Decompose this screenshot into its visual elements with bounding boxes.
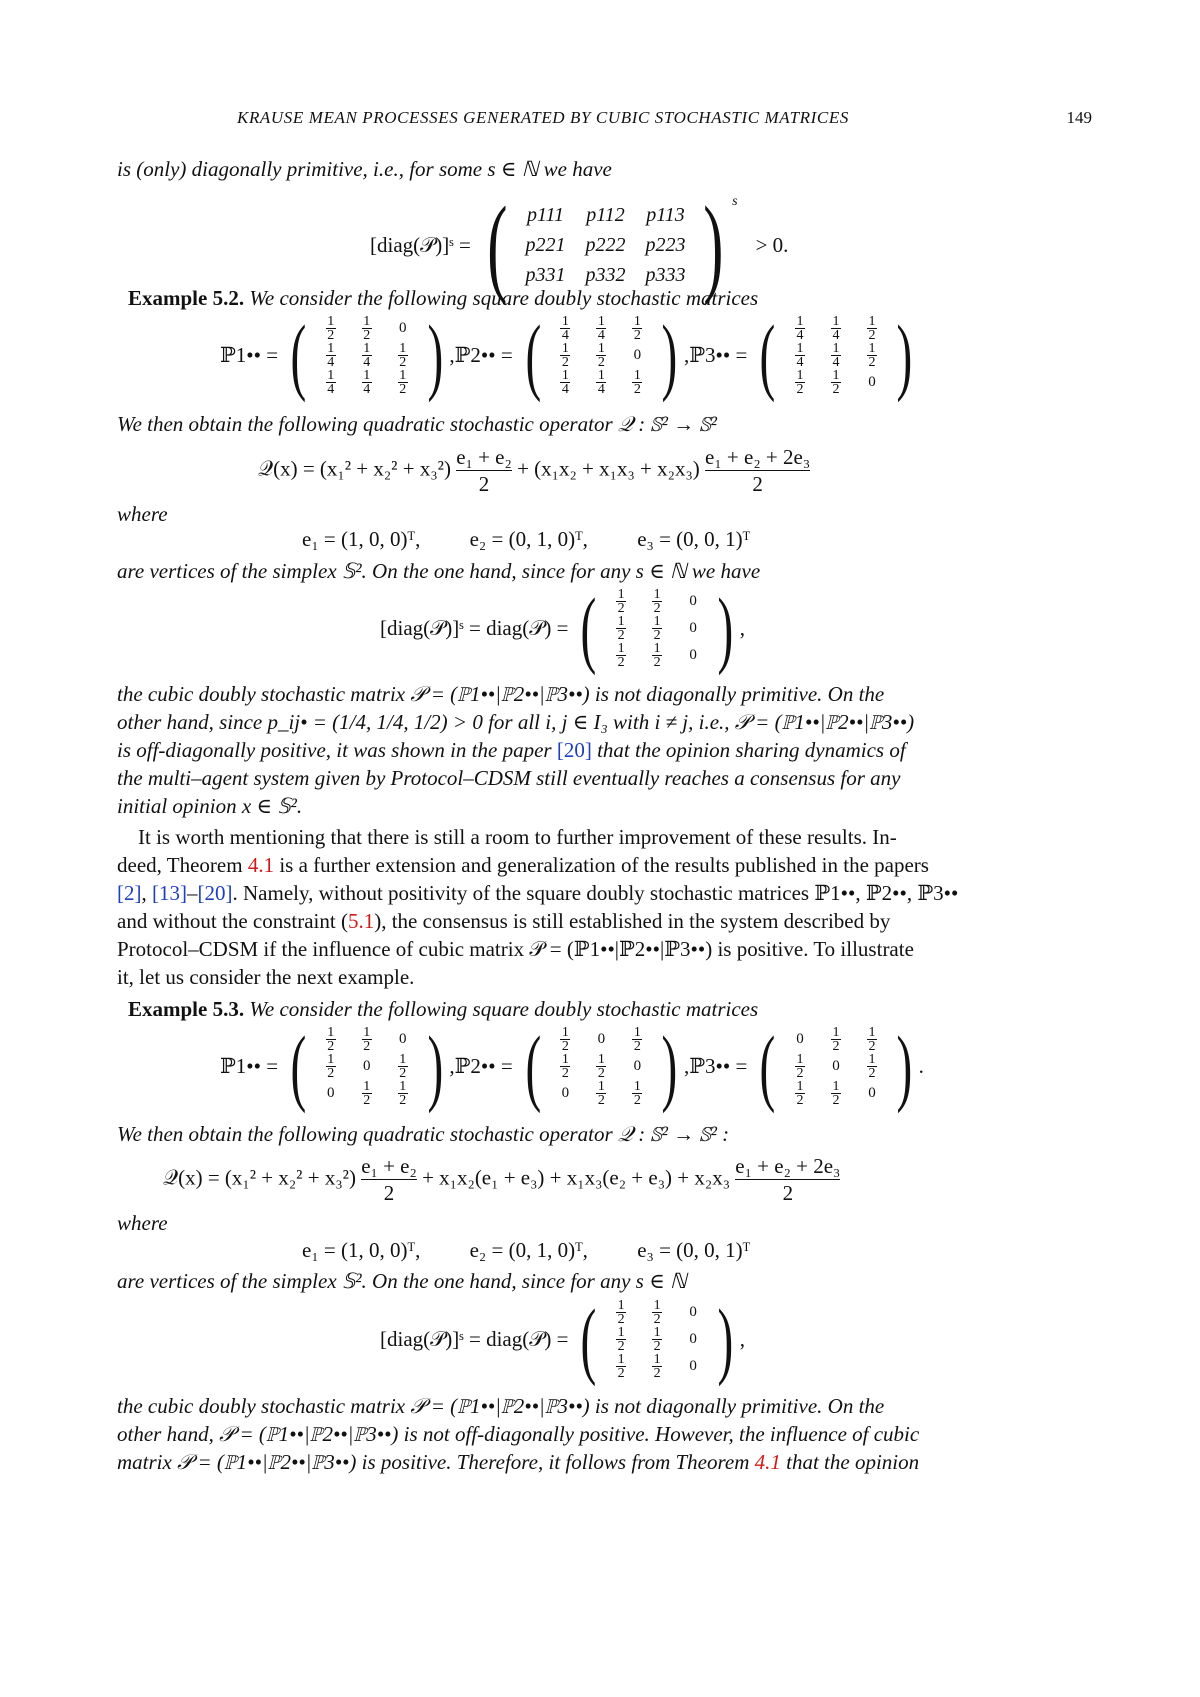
matrix-entry: 0 xyxy=(689,1330,697,1347)
matrix-entry: $\frac{1}{2}$ xyxy=(617,1297,625,1327)
example-text: We consider the following square doubly stochastic matrices xyxy=(249,286,759,310)
matrix-label: ℙ2•• = xyxy=(454,1053,513,1078)
matrix-entry: $\frac{1}{2}$ xyxy=(653,586,661,616)
matrix-entry: p333 xyxy=(645,263,686,286)
square-matrix: ℙ2•• = ( $\frac{1}{2}$ 0 $\frac{1}{2}$ $\frac{1}{2}$ $\frac{1}{2}$ 0 0 $\frac{1}{2}$ $\frac{1}{2}$ ) , xyxy=(454,1018,690,1114)
q-fraction-1: $\frac{\text{e₁ + e₂}}{2}$ xyxy=(361,1154,417,1205)
matrix-entry: 0 xyxy=(561,1084,570,1101)
matrix-entry: p112 xyxy=(586,203,625,226)
paragraph-line: it, let us consider the next example. xyxy=(117,965,415,989)
theorem-link[interactable]: 4.1 xyxy=(247,853,275,877)
matrix-entry: $\frac{1}{2}$ xyxy=(399,340,407,370)
q-term-1: 𝒬(x) = (x₁² + x₂² + x₃²) xyxy=(258,456,451,481)
matrix-entry: $\frac{1}{4}$ xyxy=(832,340,840,370)
matrix-entry: $\frac{1}{2}$ xyxy=(617,1324,625,1354)
example-5-3-matrices xyxy=(220,1018,924,1114)
matrix-entry: $\frac{1}{4}$ xyxy=(363,340,371,370)
matrix-entry: $\frac{1}{2}$ xyxy=(796,367,804,397)
eq-lhs: [diag(𝒫)]ˢ = xyxy=(370,232,471,257)
matrix-label: ℙ3•• = xyxy=(689,342,748,367)
matrix-entry: $\frac{1}{4}$ xyxy=(796,340,804,370)
matrix-entry: $\frac{1}{2}$ xyxy=(653,640,661,670)
diag-matrix xyxy=(603,588,711,669)
matrix-entry: $\frac{1}{2}$ xyxy=(796,1051,804,1081)
matrix-entry: $\frac{1}{2}$ xyxy=(617,586,625,616)
theorem-link[interactable]: 4.1 xyxy=(754,1450,781,1474)
q-term-1: 𝒬(x) = (x₁² + x₂² + x₃²) xyxy=(163,1165,356,1190)
matrix-entry: 0 xyxy=(633,346,642,363)
operator-equation xyxy=(258,444,810,497)
matrix-entry: $\frac{1}{4}$ xyxy=(327,340,335,370)
matrix-entry: $\frac{1}{4}$ xyxy=(363,367,371,397)
matrix-entry: $\frac{1}{2}$ xyxy=(653,613,661,643)
matrix-entry: $\frac{1}{2}$ xyxy=(597,1051,605,1081)
square-matrix: ℙ1•• = ( $\frac{1}{2}$ $\frac{1}{2}$ 0 $\frac{1}{4}$ $\frac{1}{4}$ $\frac{1}{2}$ $\frac{1}{4}$ $\frac{1}{4}$ $\frac{1}{2}$ ) , xyxy=(220,307,455,403)
matrix-entry: $\frac{1}{2}$ xyxy=(868,1051,876,1081)
matrix-label: ℙ3•• = xyxy=(689,1053,748,1078)
basis-e1: e₁ = (1, 0, 0)ᵀ, xyxy=(302,527,421,551)
matrix-entry: $\frac{1}{2}$ xyxy=(868,340,876,370)
basis-e1: e₁ = (1, 0, 0)ᵀ, xyxy=(302,1238,421,1262)
matrix-entry: p222 xyxy=(585,233,626,256)
matrix-entry: $\frac{1}{2}$ xyxy=(633,1024,641,1054)
q-term-2: + (x₁x₂ + x₁x₃ + x₂x₃) xyxy=(517,456,700,481)
matrix-entry: $\frac{1}{2}$ xyxy=(832,367,840,397)
matrix-label: ℙ1•• = xyxy=(220,342,279,367)
matrix-entry: $\frac{1}{2}$ xyxy=(363,1024,371,1054)
diag-matrix xyxy=(603,1299,711,1380)
conclusion-line: the cubic doubly stochastic matrix 𝒫 = (ℙ1••|ℙ2••|ℙ3••) is not diagonally primitive. On the xyxy=(117,682,885,706)
matrix-entry: $\frac{1}{2}$ xyxy=(653,1324,661,1354)
diag-equation: [diag(𝒫)]ˢ = diag(𝒫) = ( $\frac{1}{2}$ $\frac{1}{2}$ 0 $\frac{1}{2}$ $\frac{1}{2}$ 0 $\frac{1}{2}$ $\frac{1}{2}$ 0 ) , xyxy=(380,1291,745,1387)
matrix-entry: $\frac{1}{2}$ xyxy=(363,1078,371,1108)
running-title: KRAUSE MEAN PROCESSES GENERATED BY CUBIC STOCHASTIC MATRICES xyxy=(237,108,849,127)
matrix-entry: p113 xyxy=(646,203,685,226)
matrix-entry: $\frac{1}{2}$ xyxy=(597,340,605,370)
square-matrix: ℙ3•• = ( 0 $\frac{1}{2}$ $\frac{1}{2}$ $\frac{1}{2}$ 0 $\frac{1}{2}$ $\frac{1}{2}$ $\frac{1}{2}$ 0 ) . xyxy=(689,1018,924,1114)
citation-link[interactable]: [2] xyxy=(117,881,142,905)
matrix-entry: $\frac{1}{2}$ xyxy=(561,1051,569,1081)
paragraph-line: Protocol–CDSM if the influence of cubic matrix 𝒫 = (ℙ1••|ℙ2••|ℙ3••) is positive. To illustrate xyxy=(117,937,914,961)
matrix-entry: $\frac{1}{2}$ xyxy=(653,1297,661,1327)
matrix-p-diag xyxy=(515,200,695,290)
eq-exponent: s xyxy=(732,194,738,209)
matrix-entry: $\frac{1}{4}$ xyxy=(561,313,569,343)
vertices-text: are vertices of the simplex 𝕊². On the one hand, since for any s ∈ ℕ we have xyxy=(117,559,761,583)
matrix-entry: $\frac{1}{4}$ xyxy=(597,367,605,397)
diag-equation: [diag(𝒫)]ˢ = diag(𝒫) = ( $\frac{1}{2}$ $\frac{1}{2}$ 0 $\frac{1}{2}$ $\frac{1}{2}$ 0 $\frac{1}{2}$ $\frac{1}{2}$ 0 ) , xyxy=(380,580,745,676)
citation-link[interactable]: [20] xyxy=(556,738,592,762)
square-matrix: ℙ1•• = ( $\frac{1}{2}$ $\frac{1}{2}$ 0 $\frac{1}{2}$ 0 $\frac{1}{2}$ 0 $\frac{1}{2}$ $\frac{1}{2}$ ) , xyxy=(220,1018,455,1114)
matrix-label: ℙ1•• = xyxy=(220,1053,279,1078)
conclusion-line: other hand, since p_ij• = (1/4, 1/4, 1/2) > 0 for all i, j ∈ I₃ with i ≠ j, i.e., 𝒫 = (ℙ1••|ℙ2••|ℙ3••) xyxy=(117,710,915,734)
matrix-entry: $\frac{1}{2}$ xyxy=(597,1078,605,1108)
matrix-entry: $\frac{1}{2}$ xyxy=(561,340,569,370)
where-label: where xyxy=(117,1211,168,1235)
matrix-entry: 0 xyxy=(796,1030,804,1047)
running-header xyxy=(117,108,1092,138)
matrix-entry: 0 xyxy=(689,1357,697,1374)
square-matrix: ℙ3•• = ( $\frac{1}{4}$ $\frac{1}{4}$ $\frac{1}{2}$ $\frac{1}{4}$ $\frac{1}{4}$ $\frac{1}{2}$ $\frac{1}{2}$ $\frac{1}{2}$ 0 ) xyxy=(689,307,913,403)
matrix-entry: $\frac{1}{2}$ xyxy=(832,1024,840,1054)
matrix-entry: $\frac{1}{2}$ xyxy=(617,613,625,643)
matrix-entry: $\frac{1}{2}$ xyxy=(363,313,371,343)
matrix-entry: $\frac{1}{2}$ xyxy=(868,1024,876,1054)
q-fraction-1: $\frac{\text{e₁ + e₂}}{2}$ xyxy=(456,445,512,496)
matrix-entry: p223 xyxy=(645,233,686,256)
matrix-entry: 0 xyxy=(689,1303,697,1320)
example-5-3-conclusion xyxy=(117,1392,1092,1476)
q-fraction-2: $\frac{\text{e₁ + e₂ + 2e₃}}{2}$ xyxy=(735,1154,841,1205)
matrix-entry: 0 xyxy=(689,646,697,663)
matrix-entry: $\frac{1}{2}$ xyxy=(653,1351,661,1381)
matrix-entry: $\frac{1}{2}$ xyxy=(617,1351,625,1381)
matrix-entry: $\frac{1}{2}$ xyxy=(399,1078,407,1108)
paragraph-line: and without the constraint (5.1), the consensus is still established in the system described by xyxy=(117,909,891,933)
example-5-2-heading xyxy=(128,284,1103,312)
matrix-entry: p221 xyxy=(525,233,566,256)
matrix-entry: p332 xyxy=(585,263,626,286)
matrix-entry: $\frac{1}{2}$ xyxy=(561,1024,569,1054)
matrix-entry: 0 xyxy=(832,1057,840,1074)
matrix-entry: 0 xyxy=(597,1030,606,1047)
matrix-entry: p331 xyxy=(525,263,566,286)
conclusion-line: other hand, 𝒫 = (ℙ1••|ℙ2••|ℙ3••) is not off-diagonally positive. However, the influence of cubic xyxy=(117,1422,920,1446)
matrix-entry: 0 xyxy=(689,592,697,609)
q-term-2: + x₁x₂(e₁ + e₃) + x₁x₃(e₂ + e₃) + x₂x₃ xyxy=(422,1165,731,1190)
matrix-entry: 0 xyxy=(362,1057,371,1074)
basis-e2: e₂ = (0, 1, 0)ᵀ, xyxy=(469,527,588,551)
eq-rhs: > 0. xyxy=(755,232,789,257)
matrix-entry: 0 xyxy=(633,1057,642,1074)
example-5-3-heading xyxy=(128,995,1103,1023)
basis-vectors xyxy=(302,527,750,552)
paragraph-line: [2], [13]–[20]. Namely, without positivity of the square doubly stochastic matrices ℙ1••, ℙ2••, ℙ3•• xyxy=(117,881,959,905)
example-5-2-conclusion xyxy=(117,680,1092,820)
page-number: 149 xyxy=(1066,108,1092,127)
citation-link[interactable]: [20] xyxy=(197,881,233,905)
matrix-entry: 0 xyxy=(868,1084,876,1101)
matrix-entry: $\frac{1}{2}$ xyxy=(832,1078,840,1108)
basis-e3: e₃ = (0, 0, 1)ᵀ xyxy=(637,527,751,551)
q-fraction-2: $\frac{\text{e₁ + e₂ + 2e₃}}{2}$ xyxy=(705,445,811,496)
matrix-label: ℙ2•• = xyxy=(454,342,513,367)
operator-equation xyxy=(163,1153,840,1206)
vertices-text: are vertices of the simplex 𝕊². On the one hand, since for any s ∈ ℕ xyxy=(117,1269,687,1293)
matrix-entry: $\frac{1}{4}$ xyxy=(561,367,569,397)
remark-paragraph xyxy=(117,823,1092,991)
example-label: Example 5.2. xyxy=(128,286,245,310)
matrix-entry: 0 xyxy=(689,619,697,636)
square-matrix: ℙ2•• = ( $\frac{1}{4}$ $\frac{1}{4}$ $\frac{1}{2}$ $\frac{1}{2}$ $\frac{1}{2}$ 0 $\frac{1}{4}$ $\frac{1}{4}$ $\frac{1}{2}$ ) , xyxy=(454,307,690,403)
matrix-entry: $\frac{1}{2}$ xyxy=(633,313,641,343)
matrix-entry: $\frac{1}{2}$ xyxy=(327,313,335,343)
matrix-entry: $\frac{1}{2}$ xyxy=(327,1024,335,1054)
basis-e3: e₃ = (0, 0, 1)ᵀ xyxy=(637,1238,751,1262)
equation-link[interactable]: 5.1 xyxy=(347,909,375,933)
matrix-entry: 0 xyxy=(398,319,407,336)
matrix-entry: $\frac{1}{4}$ xyxy=(832,313,840,343)
matrix-entry: $\frac{1}{4}$ xyxy=(597,313,605,343)
citation-link[interactable]: [13] xyxy=(152,881,187,905)
conclusion-line: the cubic doubly stochastic matrix 𝒫 = (ℙ1••|ℙ2••|ℙ3••) is not diagonally primitive. On the xyxy=(117,1394,885,1418)
matrix-entry: 0 xyxy=(868,373,876,390)
diag-lhs: [diag(𝒫)]ˢ = diag(𝒫) = xyxy=(380,615,569,640)
conclusion-line: the multi–agent system given by Protocol–CDSM still eventually reaches a consensus for any xyxy=(117,766,901,790)
conclusion-line: matrix 𝒫 = (ℙ1••|ℙ2••|ℙ3••) is positive. Therefore, it follows from Theorem 4.1 that the opinion xyxy=(117,1450,920,1474)
basis-vectors xyxy=(302,1238,750,1263)
matrix-entry: $\frac{1}{2}$ xyxy=(633,367,641,397)
matrix-entry: $\frac{1}{4}$ xyxy=(796,313,804,343)
conclusion-line: is off-diagonally positive, it was shown in the paper [20] that the opinion sharing dynamics of xyxy=(117,738,906,762)
matrix-entry: $\frac{1}{2}$ xyxy=(796,1078,804,1108)
basis-e2: e₂ = (0, 1, 0)ᵀ, xyxy=(469,1238,588,1262)
matrix-entry: $\frac{1}{2}$ xyxy=(327,1051,335,1081)
diag-lhs: [diag(𝒫)]ˢ = diag(𝒫) = xyxy=(380,1326,569,1351)
paragraph-line: It is worth mentioning that there is still a room to further improvement of these results. In- xyxy=(138,825,897,849)
example-label: Example 5.3. xyxy=(128,997,245,1021)
paragraph-line: deed, Theorem 4.1 is a further extension and generalization of the results published in the papers xyxy=(117,853,929,877)
matrix-entry: $\frac{1}{2}$ xyxy=(399,367,407,397)
matrix-entry: $\frac{1}{2}$ xyxy=(633,1078,641,1108)
matrix-entry: $\frac{1}{2}$ xyxy=(868,313,876,343)
operator-intro: We then obtain the following quadratic stochastic operator 𝒬 : 𝕊² → 𝕊² xyxy=(117,412,717,436)
matrix-entry: 0 xyxy=(326,1084,335,1101)
where-label: where xyxy=(117,502,168,526)
matrix-entry: 0 xyxy=(398,1030,407,1047)
matrix-entry: p111 xyxy=(526,203,564,226)
example-text: We consider the following square doubly stochastic matrices xyxy=(249,997,759,1021)
example-5-2-matrices xyxy=(220,307,913,403)
matrix-entry: $\frac{1}{2}$ xyxy=(617,640,625,670)
equation-diag-power: [diag(𝒫)]ˢ = ( p111 p112 p113 p221 p222 p223 p331 p332 p333 ) s > 0. xyxy=(370,184,789,306)
conclusion-line: initial opinion x ∈ 𝕊². xyxy=(117,794,303,818)
matrix-entry: $\frac{1}{4}$ xyxy=(327,367,335,397)
operator-intro: We then obtain the following quadratic stochastic operator 𝒬 : 𝕊² → 𝕊² : xyxy=(117,1122,730,1146)
matrix-entry: $\frac{1}{2}$ xyxy=(399,1051,407,1081)
intro-line: is (only) diagonally primitive, i.e., for some s ∈ ℕ we have xyxy=(117,157,612,181)
